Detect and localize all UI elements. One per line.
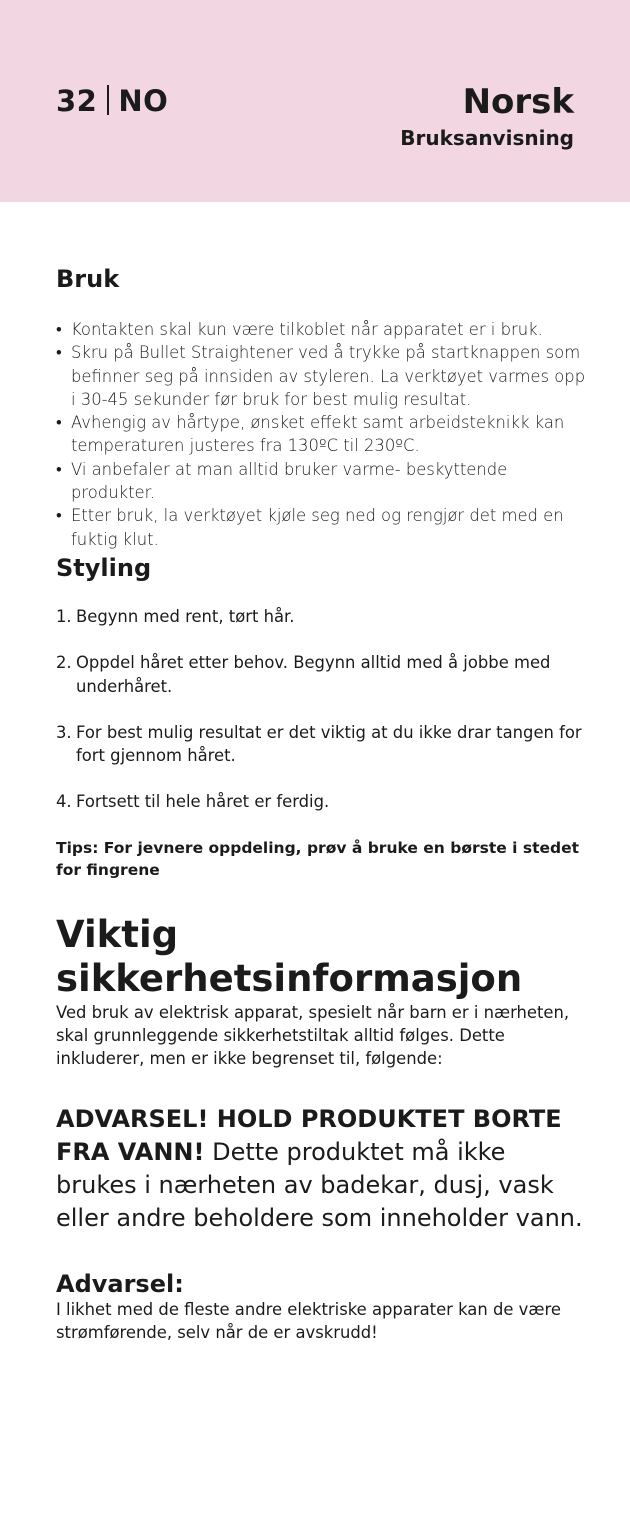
- step-number: 4.: [56, 792, 72, 812]
- step-number: 2.: [56, 653, 72, 673]
- header-banner: [0, 0, 630, 202]
- warning-strong: ADVARSEL! HOLD PRODUKTET BORTE FRA VANN!: [56, 1104, 562, 1166]
- bullet-item: • Etter bruk, la verktøyet kjøle seg ned og rengjør det med en fuktig klut.: [56, 504, 586, 551]
- step-item: [56, 790, 586, 813]
- step-text: For best mulig resultat er det viktig at du ikke drar tangen for fort gjennom håret.: [76, 722, 582, 766]
- bullet-item: • Skru på Bullet Straightener ved å trykke på startknappen som befinner seg på innsiden av styleren. La verktøyet varmes opp i 30-45 sekunder før bruk for best mulig resultat.: [56, 341, 586, 411]
- safety-intro: Ved bruk av elektrisk apparat, spesielt når barn er i nærheten, skal grunnleggende sikkerhetstiltak alltid følges. Dette inkluderer, men er ikke begrenset til, følgende:: [56, 1002, 570, 1069]
- separator-bar: [107, 85, 109, 115]
- step-item: [56, 651, 586, 698]
- language-title: Norsk: [462, 82, 574, 122]
- language-code: NO: [118, 84, 169, 118]
- main-content: [56, 262, 586, 1344]
- tips-note: Tips: For jevnere oppdeling, prøv å bruke en børste i stedet for fingrene: [56, 838, 580, 879]
- bullet-item: • Avhengig av hårtype, ønsket effekt samt arbeidsteknikk kan temperaturen justeres fra 130ºC til 230ºC.: [56, 411, 586, 458]
- step-text: Oppdel håret etter behov. Begynn alltid med å jobbe med underhåret.: [76, 653, 551, 696]
- bullet-item: • Vi anbefaler at man alltid bruker varme- beskyttende produkter.: [56, 458, 586, 505]
- styling-heading: Styling: [56, 553, 152, 582]
- safety-title: Viktig sikkerhetsinformasjon: [56, 912, 523, 1000]
- advarsel-heading: Advarsel:: [56, 1269, 184, 1298]
- bullet-item: • Kontakten skal kun være tilkoblet når apparatet er i bruk.: [56, 318, 586, 341]
- bruk-heading: Bruk: [56, 265, 120, 293]
- step-text: Fortsett til hele håret er ferdig.: [76, 792, 330, 812]
- step-text: Begynn med rent, tørt hår.: [76, 606, 295, 626]
- warning-text: Dette produktet må ikke brukes i nærheten av badekar, dusj, vask eller andre beholdere som inneholder vann.: [56, 1137, 583, 1232]
- bruk-list: [56, 318, 586, 551]
- page-number-label: [56, 84, 168, 118]
- advarsel-text: I likhet med de fleste andre elektriske apparater kan de være strømførende, selv når de er avskrudd!: [56, 1299, 561, 1342]
- language-subtitle: Bruksanvisning: [400, 126, 574, 150]
- styling-steps: [56, 605, 586, 814]
- step-item: [56, 721, 586, 768]
- step-number: 1.: [56, 606, 72, 626]
- step-item: [56, 605, 586, 628]
- page-number: 32: [56, 84, 98, 118]
- step-number: 3.: [56, 722, 72, 742]
- water-warning: [56, 1103, 586, 1235]
